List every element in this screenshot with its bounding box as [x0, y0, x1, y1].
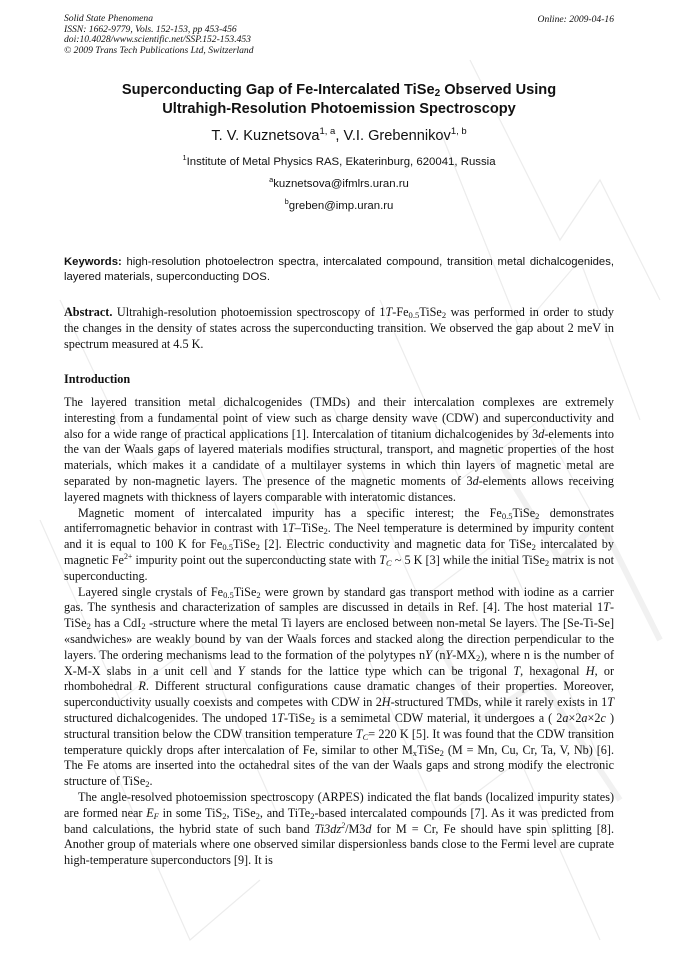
paragraph: The layered transition metal dichalcogenides (TMDs) and their intercalation complexes are extremely interesting from a fundamental point of view such as charge density wave (CDW) and superconductivity and also for a wide range of practical applications [1]. Intercalation of titanium dichalcogenides by 3d-elements into the van der Waals gaps of layered materials modifies structural, transport, and magnetic properties of the host materials, which makes it a candidate of a multilayer systems in which thin layers of magnetic metal are separated by non-magnetic layers. The presence of the magnetic moments of 3d-elements allows receiving layered magnets with thickness of layers comparable with interatomic distances.: [64, 395, 614, 504]
email-b: $^b$greben@imp.uran.ru: [284, 197, 394, 212]
keywords-label: Keywords:: [64, 256, 122, 268]
abstract: [64, 305, 614, 353]
keywords-text: high-resolution photoelectron spectra, intercalated compound, transition metal dichalcogenides, layered materials, superconducting DOS.: [64, 256, 614, 283]
introduction-body: [64, 395, 614, 869]
doi-line: doi:10.4028/www.scientific.net/SSP.152-153.453: [64, 34, 251, 46]
abstract-label: Abstract.: [64, 305, 113, 319]
keywords: [64, 255, 614, 285]
affiliation: $^1$Institute of Metal Physics RAS, Ekaterinburg, 620041, Russia: [182, 153, 496, 168]
issn-line: ISSN: 1662-9779, Vols. 152-153, pp 453-456: [64, 23, 237, 35]
copyright-line: © 2009 Trans Tech Publications Ltd, Switzerland: [64, 44, 254, 56]
email-a: $^a$kuznetsova@ifmlrs.uran.ru: [269, 175, 409, 190]
journal-header: [64, 14, 254, 56]
abstract-text: Ultrahigh-resolution photoemission spectroscopy of $1T-Fe_{0.5}TiSe_2$ was performed in order to study the changes in the density of states across the superconducting transition. We observed the gap about 2 meV in spectrum measured at 4.5 K.: [64, 305, 615, 351]
introduction-heading: Introduction: [64, 372, 131, 386]
paragraph: Layered single crystals of $Fe_{0.5}TiSe_2$ were grown by standard gas transport method with iodine as a carrier gas. The synthesis and characterization of samples are discussed in details in Ref. [4]. The host material 1T-TiSe$_2$ has a CdI$_2$ -structure where the metal Ti layers are enclosed between non-metal Se layers. The [Se-Ti-Se] «sandwiches» are weakly bound by van der Waals forces and stacked along the direction perpendicular to the layers. The ordering mechanisms lead to the formation of the polytypes nY $(nY-MX_2)$, where n is the number of X-M-X slabs in a unit cell and Y stands for the lattice type which can be trigonal T, hexagonal H, or rhombohedral R. Different structural configurations cause dramatic changes of their properties. Moreover, superconductivity usually coexists and competes with CDW in 2H-structured TMDs, while it rarely exists in 1T structured dichalcogenides. The undoped 1T-TiSe$_2$ is a semimetal CDW material, it undergoes a ( 2a×2a×2c ) structural transition below the CDW transition temperature $T_C= 220$ K [5]. It was found that the CDW transition temperature quickly drops after intercalation of Fe, similar to other $M_xTiSe_2$ (M = Mn, Cu, Cr, Ta, V, Nb) [6]. The Fe atoms are inserted into the octahedral sites of the van der Waals gaps and strong modify the electronic structure of TiSe$_2$.: [64, 584, 615, 790]
online-date: Online: 2009-04-16: [537, 14, 614, 25]
paper-title: Superconducting Gap of Fe-Intercalated TiSe$_2$ Observed Using Ultrahigh-Resolution Photoemission Spectroscopy: [121, 82, 557, 117]
journal-name: Solid State Phenomena: [64, 13, 153, 24]
author-list: T. V. Kuznetsova$^{1, a}$, V.I. Grebennikov$^{1, b}$: [211, 126, 467, 144]
paragraph: The angle-resolved photoemission spectroscopy (ARPES) indicated the flat bands (localized impurity states) are formed near $E_F$ in some TiS$_2$, TiSe$_2$, and TiTe$_2$-based intercalated compounds [7]. As it was predicted from band calculations, the hybrid state of such band $Ti3dz^2/M3d$ for M = Cr, Fe should have spin splitting [8]. Another group of materials where one observed similar dispersionless bands close to the Fermi level are cuprate high-temperature superconductors [9]. It is: [64, 789, 614, 868]
paragraph: Magnetic moment of intercalated impurity has a specific interest; the $Fe_{0.5}TiSe_2$ demonstrates antiferromagnetic behavior in contrast with 1T–TiSe$_2$. The Neel temperature is determined by impurity content and it is equal to 100 K for $Fe_{0.5}TiSe_2$ [2]. Electric conductivity and magnetic data for TiSe$_2$ intercalated by magnetic $Fe^{2+}$ impurity point out the superconducting state with $T_C$ ~ 5 K [3] while the initial TiSe$_2$ matrix is not superconducting.: [64, 505, 614, 583]
